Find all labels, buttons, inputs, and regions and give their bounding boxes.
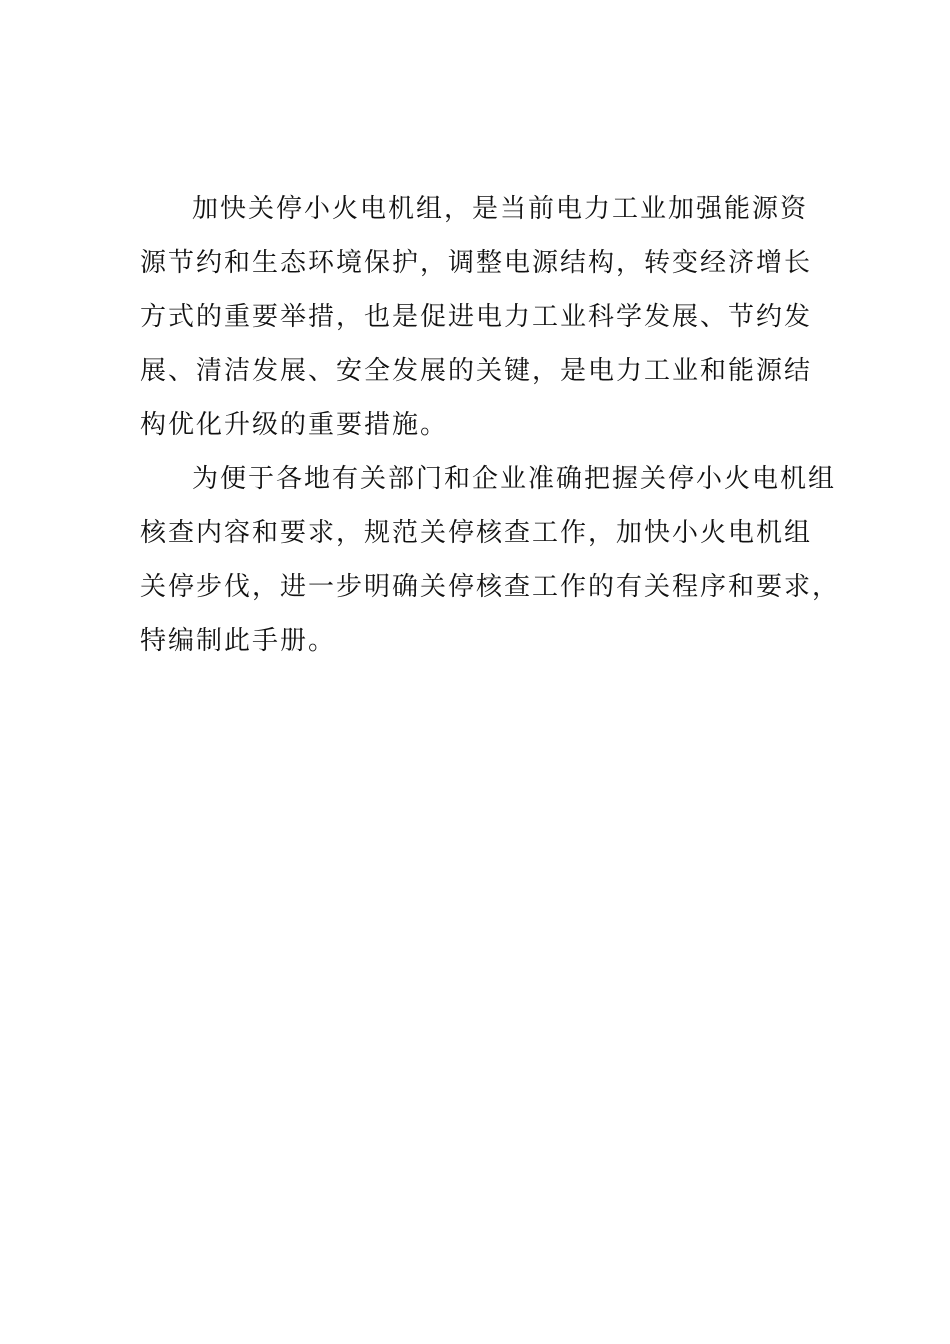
paragraph-2 <box>140 457 840 673</box>
paragraph-line: 加快关停小火电机组，是当前电力工业加强能源资 <box>192 194 809 224</box>
paragraph-line: 构优化升级的重要措施。 <box>140 410 449 440</box>
paragraph-line: 展、清洁发展、安全发展的关键，是电力工业和能源结 <box>140 356 813 386</box>
paragraph-line: 为便于各地有关部门和企业准确把握关停小火电机组 <box>192 464 837 494</box>
paragraph-line: 特编制此手册。 <box>140 626 337 656</box>
paragraph-1 <box>140 187 840 457</box>
paragraph-line: 方式的重要举措，也是促进电力工业科学发展、节约发 <box>140 302 813 332</box>
document-body <box>140 187 840 673</box>
paragraph-line: 源节约和生态环境保护，调整电源结构，转变经济增长 <box>140 248 813 278</box>
paragraph-line: 核查内容和要求，规范关停核查工作，加快小火电机组 <box>140 518 813 548</box>
paragraph-line: 关停步伐，进一步明确关停核查工作的有关程序和要求， <box>140 572 841 602</box>
